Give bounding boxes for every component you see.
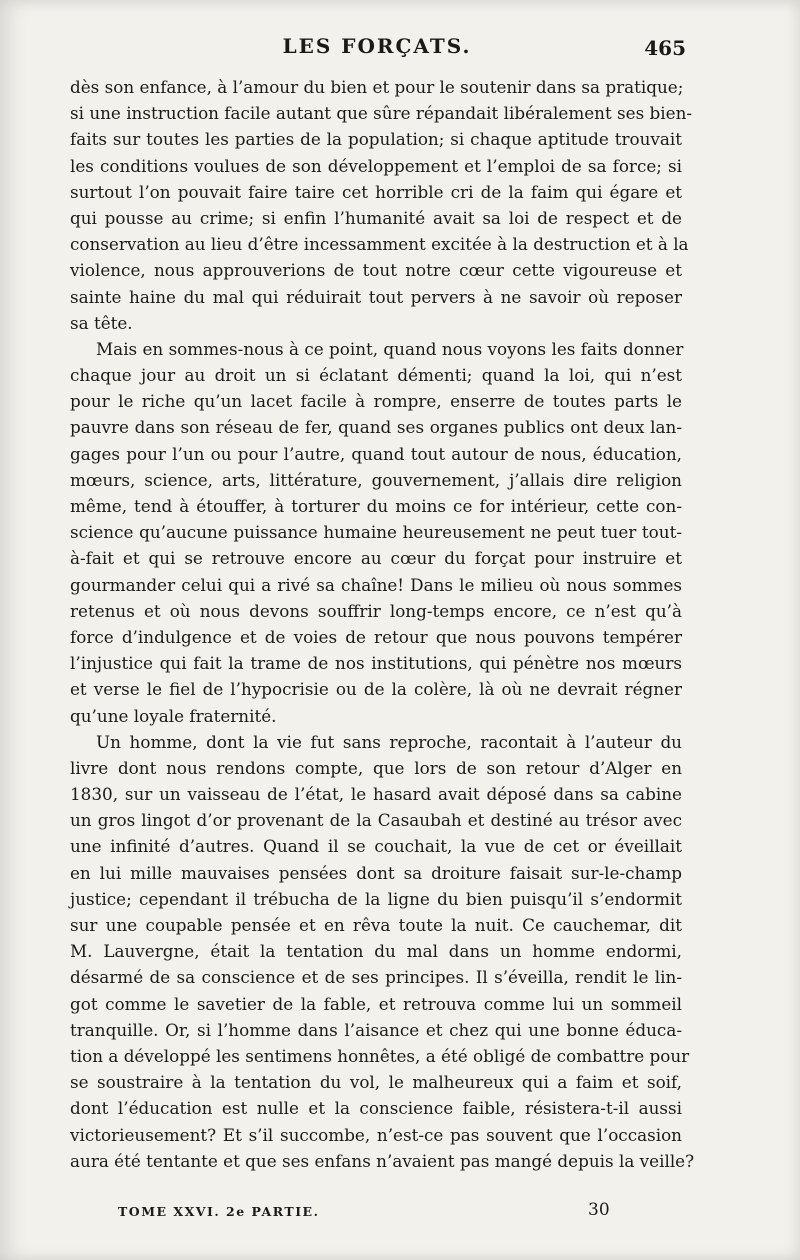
text-line: livre dont nous rendons compte, que lors de son retour d’Alger en [70, 757, 682, 778]
text-line: surtout l’on pouvait faire taire cet horrible cri de la faim qui égare et [70, 181, 682, 202]
text-line: retenus et où nous devons souffrir long-temps encore, ce n’est qu’à [70, 600, 682, 621]
text-line: mœurs, science, arts, littérature, gouvernement, j’allais dire religion [70, 469, 682, 490]
page-footer [118, 1200, 618, 1224]
running-head [72, 34, 686, 64]
paragraph-start-line: Un homme, dont la vie fut sans reproche, racontait à l’auteur du [96, 731, 682, 752]
text-line: M. Lauvergne, était la tentation du mal dans un homme endormi, [70, 941, 682, 962]
text-line: à-fait et qui se retrouve encore au cœur du forçat pour instruire et [70, 548, 682, 569]
text-line: violence, nous approuverions de tout notre cœur cette vigoureuse et [70, 260, 682, 281]
text-line: tranquille. Or, si l’homme dans l’aisance et chez qui une bonne éduca- [70, 1019, 682, 1040]
paragraph-start-line: Mais en sommes-nous à ce point, quand nous voyons les faits donner [96, 338, 684, 359]
text-line: en lui mille mauvaises pensées dont sa droiture faisait sur-le-champ [70, 862, 682, 883]
paragraph-end-line: sa tête. [70, 312, 133, 333]
text-line: justice; cependant il trébucha de la ligne du bien puisqu’il s’endormit [70, 888, 682, 909]
text-line: science qu’aucune puissance humaine heureusement ne peut tuer tout- [70, 522, 682, 543]
text-line: dès son enfance, à l’amour du bien et pour le soutenir dans sa pratique; [70, 77, 684, 97]
text-line: 1830, sur un vaisseau de l’état, le hasard avait déposé dans sa cabine [70, 784, 682, 805]
text-line: gourmander celui qui a rivé sa chaîne! Dans le milieu où nous sommes [70, 574, 682, 595]
text-line: qui pousse au crime; si enfin l’humanité avait sa loi de respect et de [70, 207, 682, 228]
text-line: pauvre dans son réseau de fer, quand ses organes publics ont deux lan- [70, 417, 682, 438]
text-line: les conditions voulues de son développement et l’emploi de sa force; si [70, 155, 682, 176]
text-line: gages pour l’un ou pour l’autre, quand tout autour de nous, éducation, [70, 443, 682, 464]
text-line: chaque jour au droit un si éclatant démenti; quand la loi, qui n’est [70, 365, 682, 386]
text-line: dont l’éducation est nulle et la conscience faible, résistera-t-il aussi [70, 1098, 682, 1119]
text-line: got comme le savetier de la fable, et retrouva comme lui un sommeil [70, 993, 682, 1014]
text-line: victorieusement? Et s’il succombe, n’est-ce pas souvent que l’occasion [70, 1124, 682, 1145]
body-text [70, 74, 695, 1174]
text-line: aura été tentante et que ses enfans n’avaient pas mangé depuis la veille? [70, 1150, 695, 1171]
text-line: l’injustice qui fait la trame de nos institutions, qui pénètre nos mœurs [70, 653, 682, 674]
text-line: si une instruction facile autant que sûre répandait libéralement ses bien- [70, 103, 693, 124]
text-line: tion a développé les sentimens honnêtes, a été obligé de combattre pour [70, 1045, 690, 1066]
text-line: un gros lingot d’or provenant de la Casaubah et destiné au trésor avec [70, 810, 682, 831]
paragraph-end-line: qu’une loyale fraternité. [70, 705, 277, 726]
text-line: même, tend à étouffer, à torturer du moins ce for intérieur, cette con- [70, 496, 682, 516]
page-number: 465 [644, 36, 686, 60]
signature-mark: TOME XXVI. 2e PARTIE. [118, 1204, 320, 1219]
text-line: une infinité d’autres. Quand il se couchait, la vue de cet or éveillait [70, 836, 682, 857]
text-line: et verse le fiel de l’hypocrisie ou de la colère, là où ne devrait régner [70, 679, 682, 700]
text-line: faits sur toutes les parties de la population; si chaque aptitude trouvait [70, 129, 682, 150]
text-line: conservation au lieu d’être incessamment excitée à la destruction et à la [70, 234, 689, 255]
sheet-number: 30 [588, 1200, 610, 1220]
text-line: désarmé de sa conscience et de ses principes. Il s’éveilla, rendit le lin- [70, 967, 682, 988]
running-title: LES FORÇATS. [282, 34, 472, 58]
text-line: force d’indulgence et de voies de retour que nous pouvons tempérer [70, 626, 682, 647]
text-line: se soustraire à la tentation du vol, le malheureux qui a faim et soif, [70, 1072, 682, 1093]
text-line: pour le riche qu’un lacet facile à rompre, enserre de toutes parts le [70, 391, 682, 412]
text-line: sur une coupable pensée et en rêva toute la nuit. Ce cauchemar, dit [70, 915, 682, 935]
text-line: sainte haine du mal qui réduirait tout pervers à ne savoir où reposer [70, 286, 682, 307]
